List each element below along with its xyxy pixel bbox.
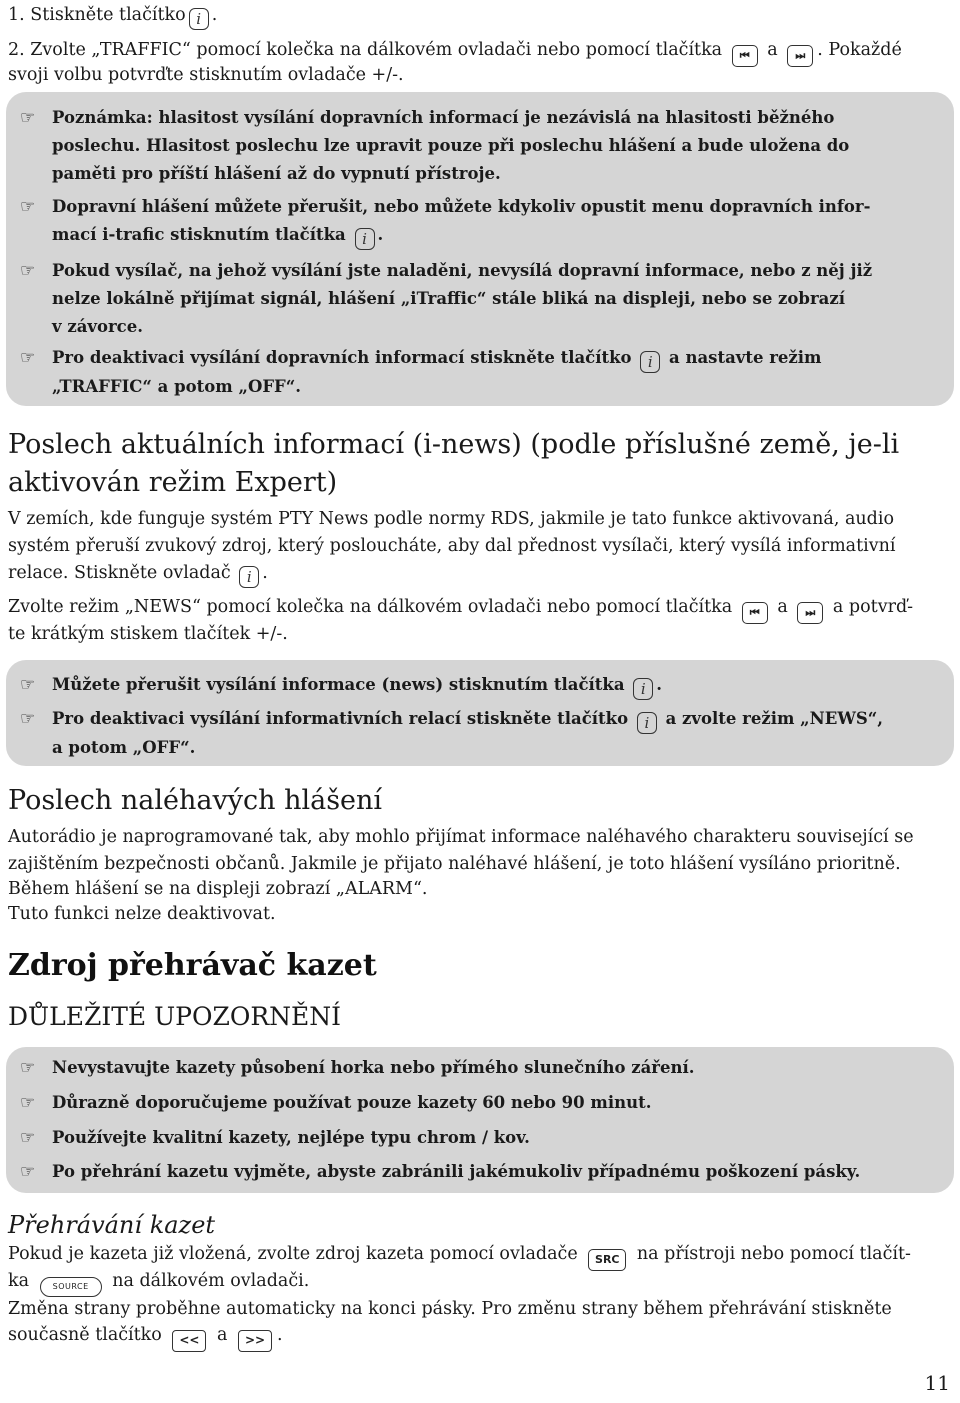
alarm-l4: Tuto funkci nelze deaktivovat. [8, 904, 276, 924]
news-p2-l1: Zvolte režim „NEWS“ pomocí kolečka na dálkovém ovladači nebo pomocí tlačítka ⏮ a ⏭ a potvrď- [8, 594, 952, 624]
traffic-note-no-signal: ☞ Pokud vysílač, na jehož vysílání jste naladěni, nevysílá dopravní informace, nebo z něj již nelze lokálně přijímat signál, hlášení „iTraffic“ stále bliká na displeji, nebo se zobrazí v závorce. [20, 257, 946, 341]
next-track-icon: ⏭ [797, 602, 823, 624]
pointing-hand-icon: ☞ [20, 108, 36, 128]
info-button-icon: i [640, 351, 660, 373]
pointing-hand-icon: ☞ [20, 709, 36, 729]
playback-l3: Změna strany proběhne automaticky na konci pásky. Pro změnu strany během přehrávání stiskněte [8, 1299, 892, 1319]
traffic-note-volume: ☞ Poznámka: hlasitost vysílání dopravních informací je nezávislá na hlasitosti běžného poslechu. Hlasitost poslechu lze upravit pouze při poslechu hlášení a bude uložena do paměti pro příští hlášení až do vypnutí přístroje. [20, 104, 946, 188]
step-2: 2. Zvolte „TRAFFIC“ pomocí kolečka na dálkovém ovladači nebo pomocí tlačítka ⏮ a ⏭ . Pokaždé [8, 37, 952, 67]
pointing-hand-icon: ☞ [20, 348, 36, 368]
pointing-hand-icon: ☞ [20, 1058, 36, 1078]
source-button-icon: SOURCE [40, 1277, 102, 1297]
alarm-l3: Během hlášení se na displeji zobrazí „ALARM“. [8, 879, 428, 899]
news-note-interrupt: ☞ Můžete přerušit vysílání informace (news) stisknutím tlačítka i . [20, 671, 946, 700]
warning-eject: ☞ Po přehrání kazetu vyjměte, abyste zabránili jakémukoliv případnému poškození pásky. [20, 1158, 946, 1186]
next-track-icon: ⏭ [787, 45, 813, 67]
pointing-hand-icon: ☞ [20, 1093, 36, 1113]
alarm-heading: Poslech naléhavých hlášení [8, 785, 383, 816]
playback-l4: současně tlačítko << a >> . [8, 1322, 952, 1352]
fast-forward-button-icon: >> [238, 1330, 272, 1352]
prev-track-icon: ⏮ [732, 45, 758, 67]
playback-l2: ka SOURCE na dálkovém ovladači. [8, 1268, 952, 1297]
pointing-hand-icon: ☞ [20, 1128, 36, 1148]
news-p1-l1: V zemích, kde funguje systém PTY News podle normy RDS, jakmile je tato funkce aktivovaná, audio [8, 509, 894, 529]
warning-length: ☞ Důrazně doporučujeme používat pouze kazety 60 nebo 90 minut. [20, 1089, 946, 1117]
news-heading: Poslech aktuálních informací (i-news) (podle příslušné země, je-li aktivován režim Expert) [8, 429, 900, 498]
prev-track-icon: ⏮ [742, 602, 768, 624]
news-note-deactivate: ☞ Pro deaktivaci vysílání informativních relací stiskněte tlačítko i a zvolte režim „NEWS“, a potom „OFF“. [20, 705, 946, 762]
traffic-note-deactivate: ☞ Pro deaktivaci vysílání dopravních informací stiskněte tlačítko i a nastavte režim „TRAFFIC“ a potom „OFF“. [20, 344, 946, 401]
info-button-icon: i [189, 8, 209, 30]
alarm-l1: Autorádio je naprogramované tak, aby mohlo přijímat informace naléhavého charakteru související se [8, 827, 914, 847]
warning-heat: ☞ Nevystavujte kazety působení horka nebo přímého slunečního záření. [20, 1054, 946, 1082]
pointing-hand-icon: ☞ [20, 197, 36, 217]
rewind-button-icon: << [172, 1330, 206, 1352]
warning-quality: ☞ Používejte kvalitní kazety, nejlépe typu chrom / kov. [20, 1124, 946, 1152]
info-button-icon: i [239, 566, 259, 588]
page-number: 11 [924, 1371, 950, 1395]
info-button-icon: i [355, 228, 375, 250]
pointing-hand-icon: ☞ [20, 675, 36, 695]
src-button-icon: SRC [588, 1249, 626, 1271]
news-p1-l2: systém přeruší zvukový zdroj, který posloucháte, aby dal přednost vysílači, který vysílá informativní [8, 536, 896, 556]
step-1: 1. Stiskněte tlačítko i . [8, 5, 218, 28]
info-button-icon: i [637, 712, 657, 734]
info-button-icon: i [633, 678, 653, 700]
news-p1-l3: relace. Stiskněte ovladač i . [8, 563, 268, 586]
news-p2-l2: te krátkým stiskem tlačítek +/-. [8, 624, 288, 644]
warning-heading: DŮLEŽITÉ UPOZORNĚNÍ [8, 1002, 342, 1031]
cassette-title: Zdroj přehrávač kazet [8, 948, 377, 983]
playback-heading: Přehrávání kazet [8, 1211, 216, 1239]
pointing-hand-icon: ☞ [20, 1162, 36, 1182]
pointing-hand-icon: ☞ [20, 261, 36, 281]
playback-l1: Pokud je kazeta již vložená, zvolte zdroj kazeta pomocí ovladače SRC na přístroji nebo pomocí tlačít- [8, 1241, 952, 1271]
alarm-l2: zajištěním bezpečnosti občanů. Jakmile je přijato naléhavé hlášení, je toto hlášení vysíláno prioritně. [8, 854, 901, 874]
traffic-note-interrupt: ☞ Dopravní hlášení můžete přerušit, nebo můžete kdykoliv opustit menu dopravních infor- mací i-trafic stisknutím tlačítka i . [20, 193, 946, 250]
step-2-line-2: svoji volbu potvrďte stisknutím ovladače +/-. [8, 65, 404, 85]
